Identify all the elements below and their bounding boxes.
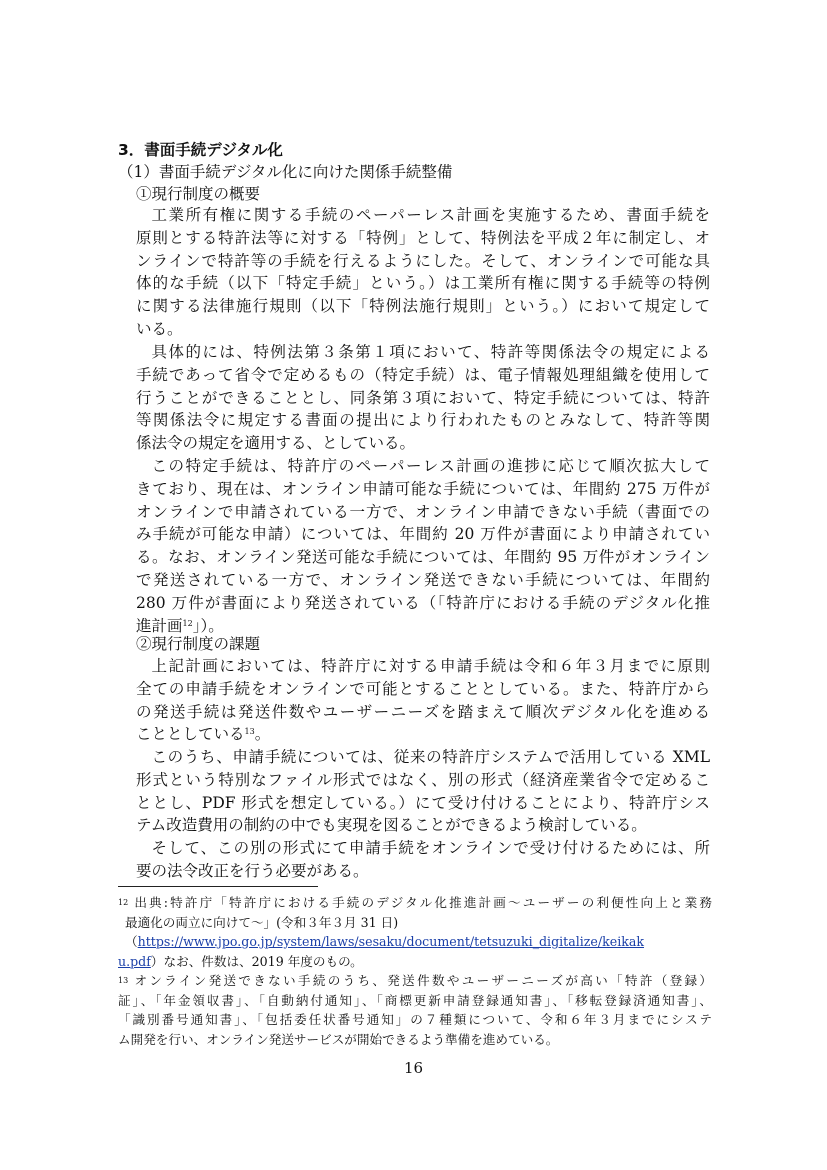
text-line: る。なお、オンライン発送可能な手続については、年間約 95 万件がオンライン [136, 548, 710, 567]
text-line: の発送手続は発送件数やユーザーニーズを踏まえて順次デジタル化を進める [136, 702, 710, 721]
footnote-number: 13 [118, 976, 129, 985]
text-line: 手続であって省令で定めるもの（特定手続）は、電子情報処理組織を使用して [136, 365, 710, 384]
text-line: 要の法令改正を行う必要がある。 [136, 861, 369, 880]
issues-paragraph-3 [136, 837, 710, 883]
footnote-line: ム開発を行い、オンライン発送サービスが開始できるよう準備を進めている。 [118, 1031, 559, 1047]
text-line: 具体的には、特例法第３条第１項において、特許等関係法令の規定による [151, 343, 710, 361]
text-line: 280 万件が書面により発送されている（「特許庁における手続のデジタル化推 [136, 593, 710, 612]
text-line: 形式という特別なファイル形式ではなく、別の形式（経済産業省令で定めるこ [136, 770, 710, 789]
text-line: み手続が可能な申請）については、年間約 20 万件が書面により申請されてい [136, 525, 710, 544]
text-line: 上記計画においては、特許庁に対する申請手続は令和６年３月までに原則 [151, 657, 710, 675]
section-heading: 3．書面手続デジタル化 [118, 141, 283, 159]
text-line: に関する法律施行規則（以下「特例法施行規則」という。）において規定して [136, 297, 710, 316]
text-line: ンラインで特許等の手続を行えるようにした。そして、オンラインで可能な具 [136, 251, 710, 270]
footnote-line: u.pdf）なお、件数は、2019 年度のもの。 [118, 953, 363, 969]
current-system-paragraph-1 [136, 204, 710, 341]
issues-paragraph-2 [136, 746, 710, 837]
footnote-line: $^{12}$ 出典:特許庁「特許庁における手続のデジタル化推進計画～ユーザーの利便性向上と業務 [118, 895, 712, 910]
text-line: このうち、申請手続については、従来の特許庁システムで活用している XML [151, 748, 710, 766]
footnote-ref-12[interactable]: 12 [182, 618, 193, 628]
footnote-url-link[interactable]: https://www.jpo.go.jp/system/laws/sesaku/document/tetsuzuki_digitalize/keikak [137, 934, 645, 949]
text-line: 進計画$^{12}$」）。 [136, 616, 224, 635]
text-line: 全ての申請手続をオンラインで可能とすることとしている。また、特許庁から [136, 679, 710, 698]
text-line: で発送されている一方で、オンライン発送できない手続については、年間約 [136, 570, 710, 589]
text-line: こととしている$^{13}$。 [136, 725, 271, 744]
footnote-ref-13[interactable]: 13 [244, 727, 255, 737]
page-number: 16 [403, 1059, 424, 1077]
text-line: テム改造費用の制約の中でも実現を図ることができるよう検討している。 [136, 816, 647, 835]
text-line: オンラインで申請されている一方で、オンライン申請できない手続（書面での [136, 502, 710, 521]
text-line: 行うことができることとし、同条第３項において、特定手続については、特許 [136, 388, 710, 407]
current-system-paragraph-2 [136, 341, 710, 455]
text-line: 原則とする特許法等に対する「特例」として、特例法を平成２年に制定し、オ [136, 228, 710, 247]
text-line: きており、現在は、オンライン申請可能な手続については、年間約 275 万件が [136, 479, 710, 498]
footnote-line: 「識別番号通知書」、「包括委任状番号通知」の７種類について、令和６年３月までにシステ [118, 1012, 712, 1027]
footnote-divider [118, 886, 318, 887]
text-line: 等関係法令に規定する書面の提出により行われたものとみなして、特許等関 [136, 411, 710, 430]
footnote-12 [118, 893, 712, 971]
footnote-line: $^{13}$ オンライン発送できない手続のうち、発送件数やユーザーニーズが高い「特許（登録） [118, 973, 712, 988]
footnote-line: 証」、「年金領収書」、「自動納付通知」、「商標更新申請登録通知書」、「移転登録済通知書」、 [118, 992, 712, 1008]
subsection-heading: （1）書面手続デジタル化に向けた関係手続整備 [118, 163, 453, 181]
text-line: 係法令の規定を適用する、としている。 [136, 434, 416, 453]
text-line: ととし、PDF 形式を想定している。）にて受け付けることにより、特許庁シス [136, 793, 710, 812]
issues-heading: ②現行制度の課題 [136, 635, 261, 653]
text-line: そして、この別の形式にて申請手続をオンラインで受け付けるためには、所 [151, 839, 710, 857]
footnote-13 [118, 971, 712, 1049]
text-line: いる。 [136, 319, 183, 338]
issues-paragraph-1 [136, 655, 710, 746]
footnote-number: 12 [118, 898, 129, 907]
text-line: 工業所有権に関する手続のペーパーレス計画を実施するため、書面手続を [151, 206, 710, 224]
current-system-heading: ①現行制度の概要 [136, 185, 261, 203]
footnote-url-link-continued[interactable]: u.pdf [118, 953, 151, 969]
text-line: 体的な手続（以下「特定手続」という。）は工業所有権に関する手続等の特例 [136, 274, 710, 293]
text-line: この特定手続は、特許庁のペーパーレス計画の進捗に応じて順次拡大して [151, 457, 710, 475]
footnote-line: （https://www.jpo.go.jp/system/laws/sesaku/document/tetsuzuki_digitalize/keikak [125, 934, 645, 949]
current-system-paragraph-3 [136, 455, 710, 637]
footnote-line: 最適化の両立に向けて～」(令和３年３月 31 日) [125, 914, 399, 930]
